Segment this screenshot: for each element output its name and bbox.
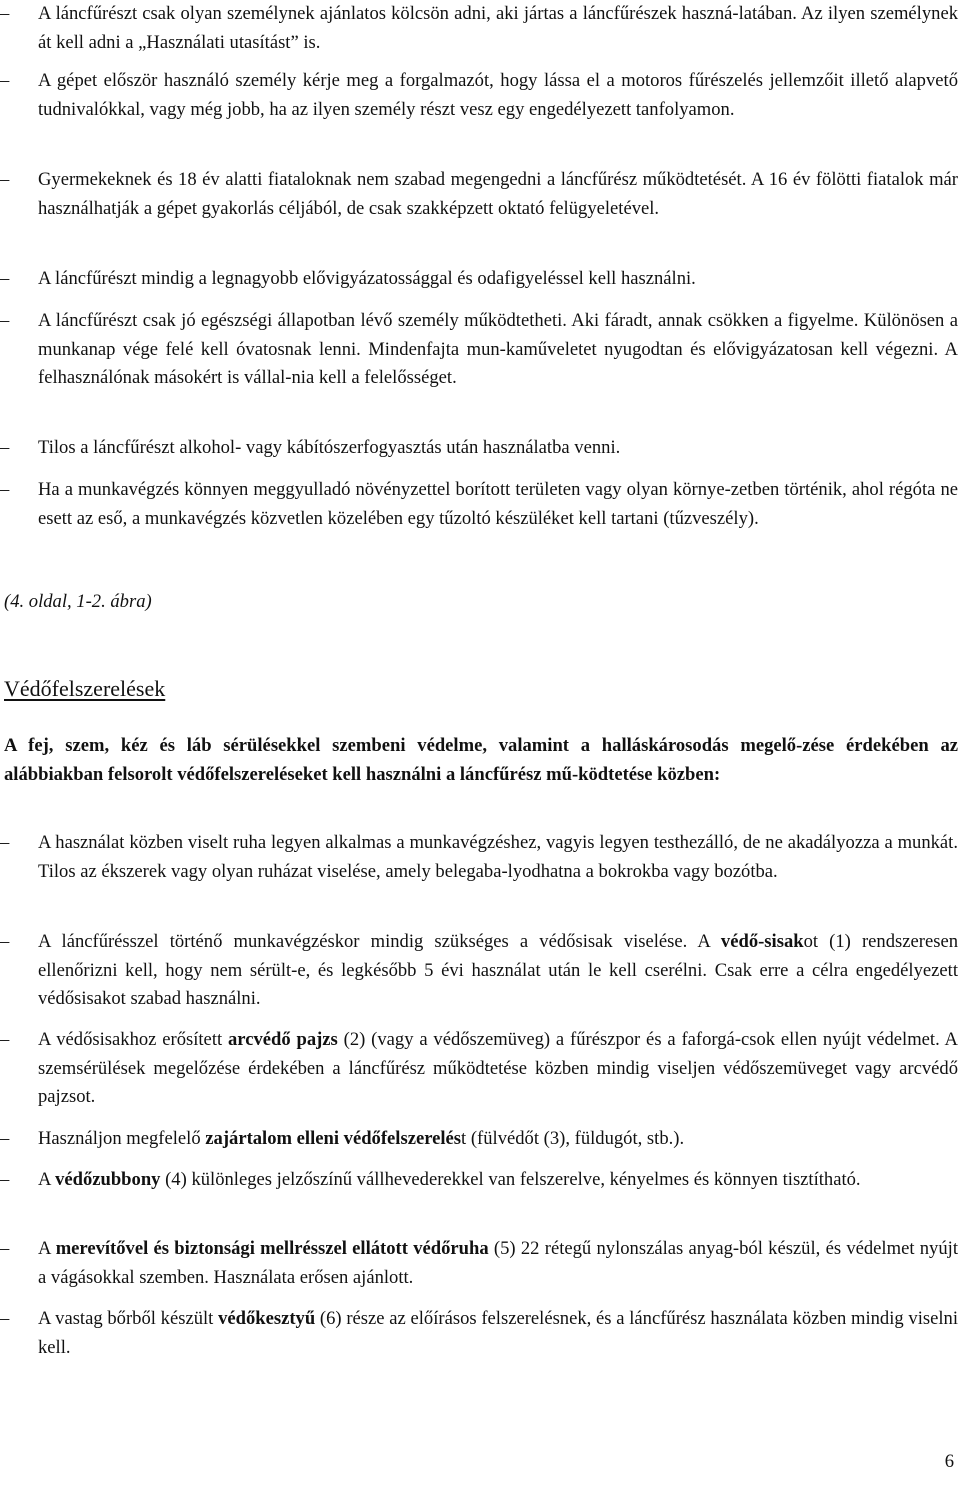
list-item xyxy=(0,307,958,393)
list-item xyxy=(0,67,958,124)
dash-bullet: – xyxy=(0,3,10,24)
list-item xyxy=(0,1125,958,1154)
bold-term: merevítővel és biztonsági mellrésszel ellátott védőruha xyxy=(55,1238,489,1259)
list-item-text: Gyermekeknek és 18 év alatti fiataloknak nem szabad megengedni a láncfűrész működtetését. A 16 év fölötti fiatalok már használhatják a gépet gyakorlás céljából, de csak szakképzett oktató felügyeletével. xyxy=(38,169,958,219)
intro-paragraph: A fej, szem, kéz és láb sérülésekkel szembeni védelme, valamint a halláskárosodás megelő-zése érdekében az alábbiakban felsorolt védőfelszereléseket kell használni a láncfűrész mű-ködtetése közben: xyxy=(4,735,958,785)
list-item xyxy=(0,1166,958,1195)
dash-bullet: – xyxy=(0,1128,10,1149)
list-item-text: A láncfűrészt mindig a legnagyobb elővigyázatossággal és odafigyeléssel kell használni. xyxy=(38,268,696,289)
list-item-text xyxy=(38,829,958,886)
dash-bullet: – xyxy=(0,1169,10,1190)
list-item-text xyxy=(38,1166,958,1195)
text-segment: A xyxy=(38,1238,56,1259)
dash-bullet: – xyxy=(0,479,10,500)
dash-bullet: – xyxy=(0,268,10,289)
bold-term: zajártalom elleni védőfelszerelés xyxy=(205,1128,462,1149)
list-item xyxy=(0,1235,958,1292)
list-item xyxy=(0,476,958,533)
list-item xyxy=(0,1026,958,1112)
dash-bullet: – xyxy=(0,70,10,91)
list-item-text: A gépet először használó személy kérje meg a forgalmazót, hogy lássa el a motoros fűrészelés jellemzőit illető alapvető tudnivalókkal, vagy még jobb, ha az ilyen személy részt vesz egy engedélyezett tanfolyamon. xyxy=(38,70,958,120)
list-item-text: A láncfűrészt csak olyan személynek ajánlatos kölcsön adni, aki jártas a láncfűrészek haszná-latában. Az ilyen személynek át kell adni a „Használati utasítást” is. xyxy=(38,3,958,53)
dash-bullet: – xyxy=(0,832,10,853)
text-segment: Használjon megfelelő xyxy=(38,1128,206,1149)
list-item xyxy=(0,829,958,886)
list-item xyxy=(0,434,958,463)
list-item xyxy=(0,1305,958,1362)
bold-term: védő-sisak xyxy=(720,931,804,952)
list-item-text: A láncfűrészt csak jó egészségi állapotban lévő személy működtetheti. Aki fáradt, annak csökken a figyelme. Különösen a munkanap vége felé kell óvatosnak lenni. Mindenfajta mun-kaműveletet nyugodtan és elővigyázatosan kell végezni. A felhasználónak másokért is vállal-nia kell a felelősséget. xyxy=(38,310,958,388)
list-item-text: Tilos a láncfűrészt alkohol- vagy kábítószerfogyasztás után használatba venni. xyxy=(38,437,621,458)
list-item-text xyxy=(38,1235,958,1292)
dash-bullet: – xyxy=(0,1238,10,1259)
dash-bullet: – xyxy=(0,310,10,331)
list-item xyxy=(0,166,958,223)
text-segment: A xyxy=(38,1169,56,1190)
list-item xyxy=(0,0,958,57)
list-item-text xyxy=(38,1026,958,1112)
list-item-text xyxy=(38,928,958,1014)
bold-term: védőkesztyű xyxy=(218,1308,316,1329)
text-segment: t (fülvédőt (3), füldugót, stb.). xyxy=(461,1128,685,1149)
section-heading: Védőfelszerelések xyxy=(4,676,166,701)
list-item xyxy=(0,928,958,1014)
dash-bullet: – xyxy=(0,437,10,458)
text-segment: A láncfűrésszel történő munkavégzéskor mindig szükséges a védősisak viselése. A xyxy=(38,931,721,952)
bold-term: arcvédő pajzs xyxy=(227,1029,338,1050)
bold-term: védőzubbony xyxy=(55,1169,161,1190)
dash-bullet: – xyxy=(0,931,10,952)
text-segment: (2) (vagy a védőszemüveg) a fűrészpor és a faforgá-csok ellen nyújt védelmet. A szemsérülések megelőzése érdekében a láncfűrész működtetése közben mindig viseljen védőszemüveget vagy arcvédő pajzsot. xyxy=(38,1029,958,1107)
list-item-text xyxy=(38,1305,958,1362)
text-segment: (4) különleges jelzőszínű vállhevederekkel van felszerelve, kényelmes és könnyen tisztítható. xyxy=(160,1169,861,1190)
dash-bullet: – xyxy=(0,1308,10,1329)
figure-reference: (4. oldal, 1-2. ábra) xyxy=(4,591,152,612)
dash-bullet: – xyxy=(0,169,10,190)
text-segment: (5) 22 rétegű nylonszálas anyag-ból készül, és védelmet nyújt a vágásokkal szemben. Használata erősen ajánlott. xyxy=(38,1238,958,1288)
text-segment: A vastag bőrből készült xyxy=(38,1308,219,1329)
list-item xyxy=(0,265,958,294)
text-segment: A használat közben viselt ruha legyen alkalmas a munkavégzéshez, vagyis legyen testhezálló, de ne akadályozza a munkát. Tilos az ékszerek vagy olyan ruházat viselése, amely belegaba-lyodhatna a bokrokba vagy bozótba. xyxy=(38,832,958,882)
dash-bullet: – xyxy=(0,1029,10,1050)
list-item-text: Ha a munkavégzés könnyen meggyulladó növényzettel borított területen vagy olyan környe-zetben történik, ahol régóta ne esett az eső, a munkavégzés közvetlen közelében egy tűzoltó készüléket kell tartani (tűzveszély). xyxy=(38,479,958,529)
text-segment: ot (1) rendszeresen ellenőrizni kell, hogy nem sérült-e, és legkésőbb 5 évi használat után le kell cserélni. Csak erre a célra engedélyezett védősisakot szabad használni. xyxy=(38,931,958,1009)
text-segment: A védősisakhoz erősített xyxy=(38,1029,228,1050)
text-segment: (6) része az előírásos felszerelésnek, és a láncfűrész használata közben mindig viselni kell. xyxy=(38,1308,958,1358)
page-number: 6 xyxy=(944,1451,954,1472)
list-item-text xyxy=(38,1125,958,1154)
